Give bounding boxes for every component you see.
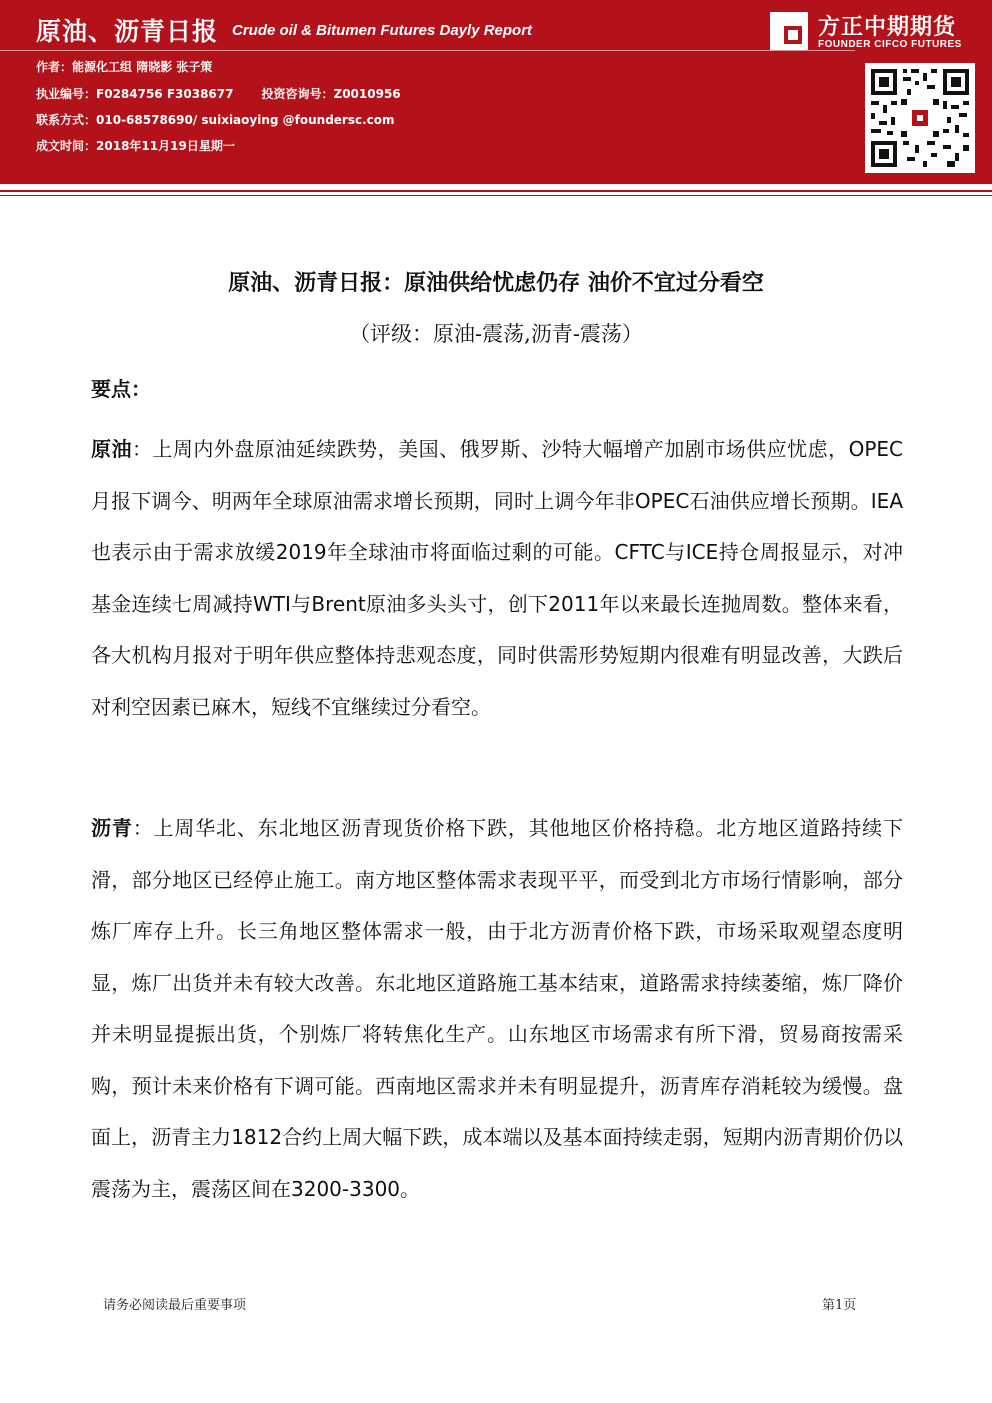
contact-line [36, 111, 395, 128]
contact-info: 010-68578690/ suixiaoying @foundersc.com [96, 113, 395, 127]
date-label: 成文时间： [36, 139, 97, 153]
authors-label: 作者： [36, 60, 73, 74]
header-underline [0, 190, 992, 192]
license-numbers: F0284756 F3038677 [96, 87, 234, 101]
asphalt-text: ：上周华北、东北地区沥青现货价格下跌，其他地区价格持稳。北方地区道路持续下滑，部分地区已经停止施工。南方地区整体需求表现平平，而受到北方市场行情影响，部分炼厂库存上升。长三角地区整体需求一般，由于北方沥青价格下跌，市场采取观望态度明显，炼厂出货并未有较大改善。东北地区道路施工基本结束，道路需求持续萎缩，炼厂降价并未明显提振出货，个别炼厂将转焦化生产。山东地区市场需求有所下滑，贸易商按需采购，预计未来价格有下调可能。西南地区需求并未有明显提升，沥青库存消耗较为缓慢。盘面上，沥青主力1812合约上周大幅下跌，成本端以及基本面持续走弱，短期内沥青期价仍以震荡为主，震荡区间在3200-3300。 [91, 816, 904, 1201]
authors: 能源化工组 隋晓影 张子策 [72, 60, 213, 74]
date-line [36, 137, 235, 154]
advisory-number: Z0010956 [333, 87, 401, 101]
logo-name-cn: 方正中期期货 [818, 15, 957, 40]
footer-notice: 请务必阅读最后重要事项 [103, 1298, 247, 1313]
advisory-label: 投资咨询号： [261, 87, 334, 101]
report-header [0, 0, 992, 184]
asphalt-paragraph [91, 803, 903, 1215]
contact-label: 联系方式： [36, 113, 97, 127]
report-subtitle: Crude oil & Bitumen Futures Dayly Report [232, 22, 533, 39]
license-line [36, 85, 401, 102]
license-label: 执业编号： [36, 87, 97, 101]
qr-code-icon [865, 63, 975, 173]
page-number: 第1页 [822, 1298, 857, 1313]
document-title: 原油、沥青日报：原油供给忧虑仍存 油价不宜过分看空 [228, 271, 764, 296]
report-date: 2018年11月19日星期一 [96, 139, 235, 153]
report-title: 原油、沥青日报 [36, 17, 219, 46]
logo-name-en: FOUNDER CIFCO FUTURES [818, 39, 962, 50]
header-underline-thin [0, 195, 992, 196]
document-rating: （评级：原油-震荡,沥青-震荡） [349, 322, 643, 346]
crude-oil-paragraph [91, 424, 903, 733]
crude-oil-text: ：上周内外盘原油延续跌势，美国、俄罗斯、沙特大幅增产加剧市场供应忧虑，OPEC月报下调今、明两年全球原油需求增长预期，同时上调今年非OPEC石油供应增长预期。IEA也表示由于需求放缓2019年全球油市将面临过剩的可能。CFTC与ICE持仓周报显示，对冲基金连续七周减持WTI与Brent原油多头头寸，创下2011年以来最长连抛周数。整体来看，各大机构月报对于明年供应整体持悲观态度，同时供需形势短期内很难有明显改善，大跌后对利空因素已麻木，短线不宜继续过分看空。 [91, 437, 903, 719]
authors-line [36, 58, 212, 75]
crude-oil-lead: 原油 [91, 437, 132, 461]
header-divider [0, 50, 855, 51]
company-logo [770, 8, 982, 56]
qr-code [865, 63, 975, 173]
asphalt-lead: 沥青 [91, 816, 133, 840]
key-points-heading: 要点： [91, 377, 151, 401]
founder-logo-icon [770, 12, 808, 50]
